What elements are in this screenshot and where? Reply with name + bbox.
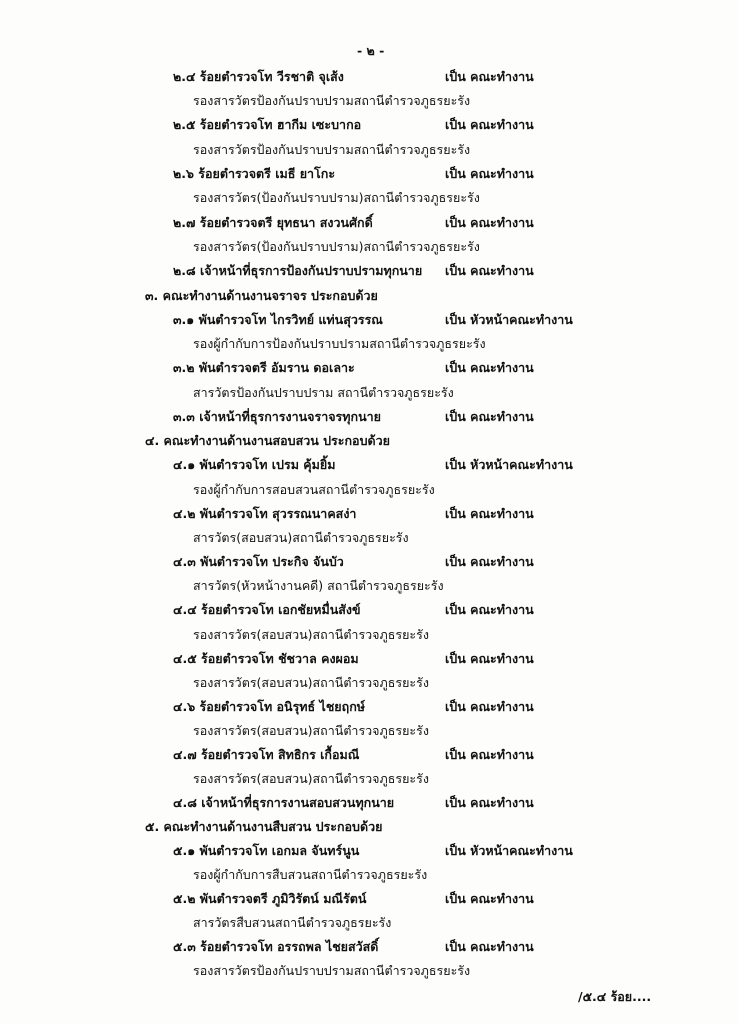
entry-name: ๔.๘ เจ้าหน้าที่ธุรการงานสอบสวนทุกนาย bbox=[173, 795, 395, 810]
entry-name: ๕.๑ พันตำรวจโท เอกมล จันทร์นูน bbox=[173, 843, 360, 858]
entry-name: ๕.๓ ร้อยตำรวจโท อรรถพล ไชยสวัสดิ์ bbox=[173, 939, 379, 954]
entry-name: ๓.๒ พันตำรวจตรี อัมราน ดอเลาะ bbox=[173, 360, 355, 375]
entry-role: เป็น คณะทำงาน bbox=[445, 602, 534, 617]
entry-name: ๒.๔ ร้อยตำรวจโท วีรชาติ จุเส้ง bbox=[173, 69, 344, 84]
entry-name: ๔.๓ พันตำรวจโท ประกิจ จันบัว bbox=[173, 554, 344, 569]
entry-position: รองสารวัตรป้องกันปราบปรามสถานีตำรวจภูธรยะรัง bbox=[193, 142, 471, 157]
entry-role: เป็น คณะทำงาน bbox=[445, 117, 534, 132]
entry-name: ๓.๓ เจ้าหน้าที่ธุรการงานจราจรทุกนาย bbox=[173, 409, 381, 424]
entry-name: ๓.๑ พันตำรวจโท ไกรวิทย์ แท่นสุวรรณ bbox=[173, 312, 383, 327]
entry-role: เป็น คณะทำงาน bbox=[445, 69, 534, 84]
section-heading: ๕. คณะทำงานด้านงานสืบสวน ประกอบด้วย bbox=[145, 819, 383, 834]
entry-position: รองผู้กำกับการป้องกันปราบปรามสถานีตำรวจภูธรยะรัง bbox=[193, 336, 486, 351]
entry-role: เป็น คณะทำงาน bbox=[445, 409, 534, 424]
entry-position: รองสารวัตร(สอบสวน)สถานีตำรวจภูธรยะรัง bbox=[193, 723, 429, 738]
entry-name: ๔.๔ ร้อยตำรวจโท เอกชัยหมื่นสังข์ bbox=[173, 602, 361, 617]
entry-role: เป็น คณะทำงาน bbox=[445, 939, 534, 954]
entry-role: เป็น หัวหน้าคณะทำงาน bbox=[445, 312, 573, 327]
entry-role: เป็น คณะทำงาน bbox=[445, 699, 534, 714]
entry-role: เป็น คณะทำงาน bbox=[445, 554, 534, 569]
entry-position: รองผู้กำกับการสืบสวนสถานีตำรวจภูธรยะรัง bbox=[193, 867, 428, 882]
entry-role: เป็น คณะทำงาน bbox=[445, 891, 534, 906]
entry-position: รองสารวัตร(ป้องกันปราบปราม)สถานีตำรวจภูธรยะรัง bbox=[193, 190, 480, 205]
entry-position: รองสารวัตร(สอบสวน)สถานีตำรวจภูธรยะรัง bbox=[193, 627, 429, 642]
entry-role: เป็น คณะทำงาน bbox=[445, 795, 534, 810]
entry-position: รองสารวัตร(ป้องกันปราบปราม)สถานีตำรวจภูธรยะรัง bbox=[193, 239, 480, 254]
entry-role: เป็น คณะทำงาน bbox=[445, 263, 534, 278]
entry-position: สารวัตรสืบสวนสถานีตำรวจภูธรยะรัง bbox=[193, 915, 392, 930]
entry-name: ๔.๕ ร้อยตำรวจโท ชัชวาล คงผอม bbox=[173, 651, 359, 666]
entry-role: เป็น คณะทำงาน bbox=[445, 651, 534, 666]
page-number: - ๒ - bbox=[357, 43, 385, 58]
entry-name: ๒.๖ ร้อยตำรวจตรี เมธี ยาโกะ bbox=[173, 166, 336, 181]
entry-name: ๒.๘ เจ้าหน้าที่ธุรการป้องกันปราบปรามทุกนาย bbox=[173, 263, 423, 278]
entry-name: ๔.๑ พันตำรวจโท เปรม คุ้มยิ้ม bbox=[173, 457, 336, 472]
section-heading: ๔. คณะทำงานด้านงานสอบสวน ประกอบด้วย bbox=[145, 433, 390, 448]
entry-role: เป็น คณะทำงาน bbox=[445, 166, 534, 181]
entry-position: สารวัตร(หัวหน้างานคดี) สถานีตำรวจภูธรยะรัง bbox=[193, 578, 444, 593]
entry-role: เป็น หัวหน้าคณะทำงาน bbox=[445, 843, 573, 858]
entry-name: ๔.๒ พันตำรวจโท สุวรรณนาคสง่า bbox=[173, 506, 357, 521]
entry-role: เป็น คณะทำงาน bbox=[445, 506, 534, 521]
entry-role: เป็น คณะทำงาน bbox=[445, 215, 534, 230]
section-heading: ๓. คณะทำงานด้านงานจราจร ประกอบด้วย bbox=[145, 288, 378, 303]
entry-position: สารวัตร(สอบสวน)สถานีตำรวจภูธรยะรัง bbox=[193, 530, 409, 545]
entry-name: ๔.๗ ร้อยตำรวจโท สิทธิกร เกื้อมณี bbox=[173, 747, 360, 762]
entry-name: ๒.๕ ร้อยตำรวจโท ฮากีม เซะบากอ bbox=[173, 117, 362, 132]
entry-position: สารวัตรป้องกันปราบปราม สถานีตำรวจภูธรยะรัง bbox=[193, 385, 454, 400]
entry-position: รองสารวัตร(สอบสวน)สถานีตำรวจภูธรยะรัง bbox=[193, 771, 429, 786]
entry-position: รองสารวัตร(สอบสวน)สถานีตำรวจภูธรยะรัง bbox=[193, 675, 429, 690]
entry-role: เป็น คณะทำงาน bbox=[445, 360, 534, 375]
entry-role: เป็น คณะทำงาน bbox=[445, 747, 534, 762]
entry-role: เป็น หัวหน้าคณะทำงาน bbox=[445, 457, 573, 472]
entry-position: รองผู้กำกับการสอบสวนสถานีตำรวจภูธรยะรัง bbox=[193, 482, 435, 497]
entry-name: ๔.๖ ร้อยตำรวจโท อนิรุทธ์ ไชยฤกษ์ bbox=[173, 699, 365, 714]
entry-name: ๕.๒ พันตำรวจตรี ภูมิวิรัตน์ มณีรัตน์ bbox=[173, 891, 367, 906]
entry-position: รองสารวัตรป้องกันปราบปรามสถานีตำรวจภูธรยะรัง bbox=[193, 963, 471, 978]
entry-name: ๒.๗ ร้อยตำรวจตรี ยุทธนา สงวนศักดิ์ bbox=[173, 215, 373, 230]
continuation-marker: /๕.๔ ร้อย.... bbox=[578, 989, 652, 1004]
entry-position: รองสารวัตรป้องกันปราบปรามสถานีตำรวจภูธรยะรัง bbox=[193, 93, 471, 108]
